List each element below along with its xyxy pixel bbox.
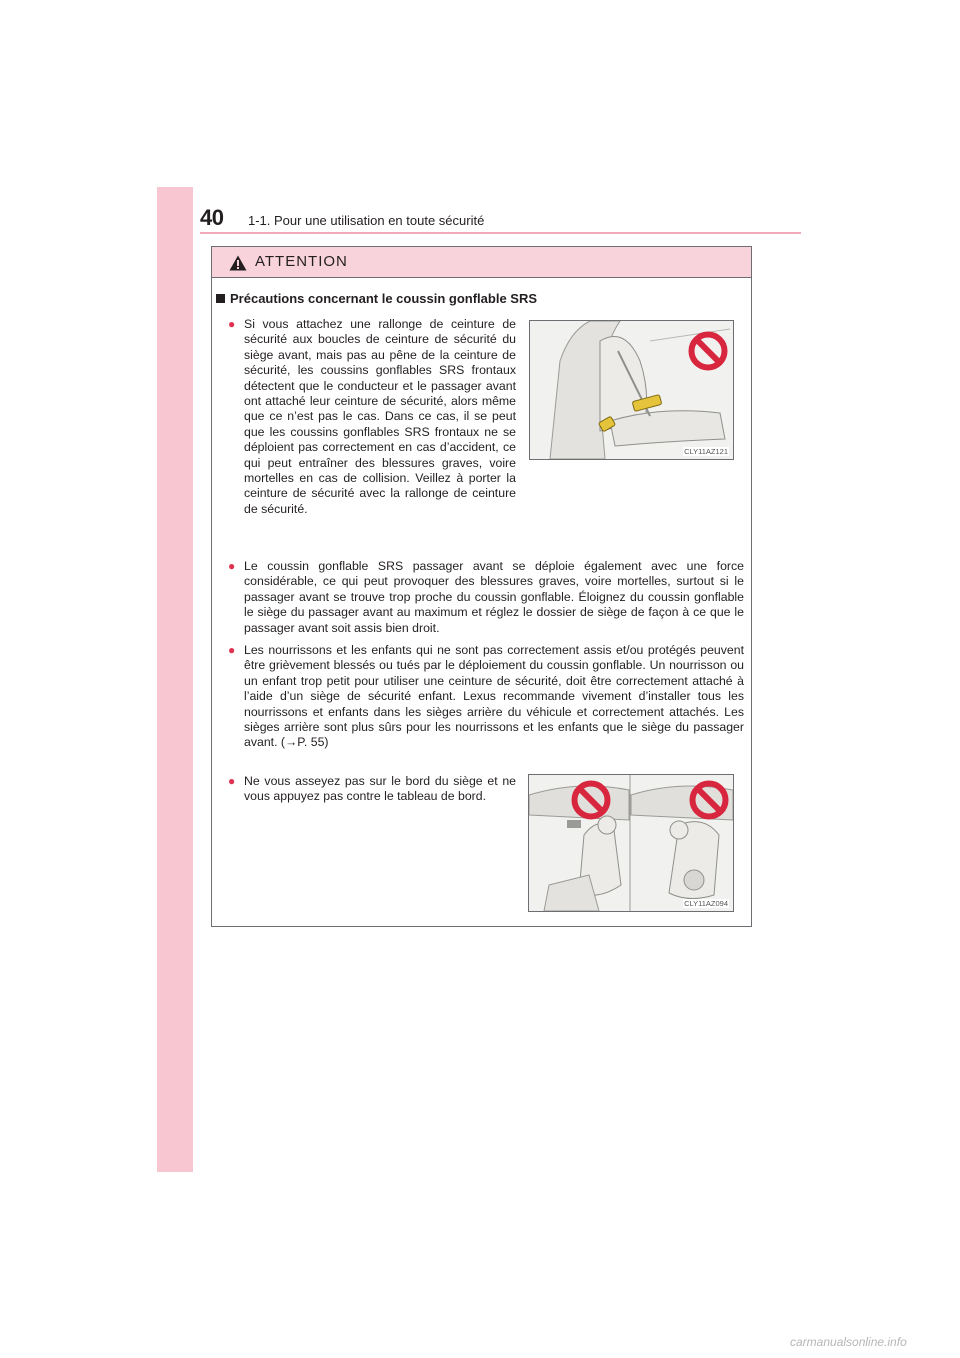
caution-title: ATTENTION <box>255 253 348 270</box>
bullet-icon: ● <box>228 317 236 331</box>
section-title: 1-1. Pour une utilisation en toute sécurité <box>248 213 485 228</box>
bullet-icon: ● <box>228 643 236 657</box>
caution-subheading <box>216 291 537 306</box>
prohibited-icon <box>688 331 728 371</box>
seatbelt-extender-illustration <box>529 320 734 460</box>
prohibited-icon <box>689 780 729 820</box>
warning-icon <box>229 255 247 271</box>
figure-code: CLY11AZ094 <box>684 899 728 908</box>
caution-subheading-text: Précautions concernant le coussin gonflable SRS <box>230 291 538 306</box>
caution-item <box>228 643 744 751</box>
figure-code: CLY11AZ121 <box>684 447 728 456</box>
caution-item <box>228 317 516 517</box>
caution-item <box>228 559 744 636</box>
caution-item-text: Si vous attachez une rallonge de ceinture de sécurité aux boucles de ceinture de sécurité du siège avant, mais pas au pêne de la ceinture de sécurité, les coussins gonflables SRS frontaux détectent que le conducteur et le passager avant ont attaché leur ceinture de sécurité, alors même que ce n’est pas le cas. Dans ce cas, il se peut que les coussins gonflables SRS frontaux ne se déploient pas correctement en cas d’accident, ce qui peut entraîner des blessures graves, voire mortelles en cas de collision. Veillez à porter la ceinture de sécurité avec la rallonge de ceinture de sécurité. <box>244 317 516 516</box>
square-bullet-icon <box>216 294 225 303</box>
footer-watermark: carmanualsonline.info <box>790 1335 907 1349</box>
prohibited-icon <box>571 780 611 820</box>
caution-item-text: Ne vous asseyez pas sur le bord du siège et ne vous appuyez pas contre le tableau de bord. <box>244 774 516 804</box>
side-tab-strip <box>157 187 193 1172</box>
caution-item-text: Le coussin gonflable SRS passager avant se déploie également avec une force considérable, ce qui peut provoquer des blessures graves, voire mortelles, surtout si le passager avant se trouve trop proche du coussin gonflable. Éloignez du coussin gonflable le siège du passager avant au maximum et réglez le dossier de siège de façon à ce que le passager avant soit assis bien droit. <box>244 559 744 635</box>
seated-posture-illustration <box>528 774 734 912</box>
caution-item-text: Les nourrissons et les enfants qui ne sont pas correctement assis et/ou protégés peuvent être grièvement blessés ou tués par le déploiement du coussin gonflable. Un nourrisson ou un enfant trop petit pour utiliser une ceinture de sécurité, doit être correctement attaché à l’aide d’un siège de sécurité enfant. Lexus recommande vivement d’installer tous les nourrissons et enfants dans les sièges arrière du véhicule et correctement attachés. Les sièges arrière sont plus sûrs pour les nourrissons et les enfants que le siège du passager avant. (→P. 55) <box>244 643 744 750</box>
page-number: 40 <box>200 205 224 230</box>
bullet-icon: ● <box>228 559 236 573</box>
caution-header <box>212 247 751 278</box>
bullet-icon: ● <box>228 774 236 788</box>
page-header <box>200 205 800 235</box>
caution-item <box>228 774 516 805</box>
caution-box <box>211 246 752 927</box>
header-rule <box>200 232 801 234</box>
